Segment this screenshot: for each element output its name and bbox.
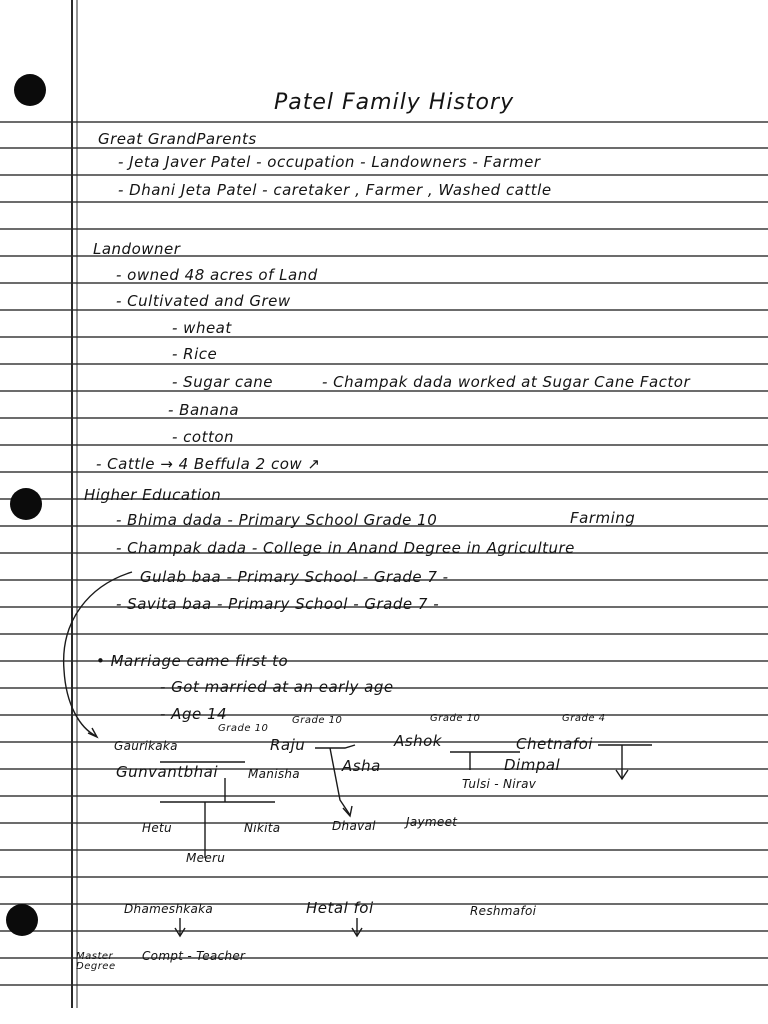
tree-child: Meeru — [186, 851, 226, 865]
tree-person: Reshmafoi — [470, 904, 537, 918]
heading-great-grandparents: Great GrandParents — [98, 130, 257, 148]
list-item: - Cultivated and Grew — [116, 292, 291, 310]
tree-person: Hetal foi — [306, 899, 374, 917]
tree-child: Hetu — [142, 821, 172, 835]
heading-marriage: • Marriage came first to — [96, 652, 289, 670]
list-item: - Jeta Javer Patel - occupation - Landowners - Farmer — [118, 153, 541, 171]
grade-label: Grade 10 — [292, 715, 343, 726]
tree-child: Jaymeet — [406, 815, 458, 829]
heading-landowner: Landowner — [93, 240, 181, 258]
grade-label: Grade 10 — [430, 713, 481, 724]
tree-person: Ashok — [394, 732, 442, 750]
binder-hole-top — [14, 74, 46, 106]
crop-item: - Sugar cane — [172, 373, 274, 391]
list-item: - Bhima dada - Primary School Grade 10 — [116, 511, 438, 529]
list-item: - Champak dada - College in Anand Degree in Agriculture — [116, 539, 575, 557]
tree-person: Dhameshkaka — [124, 902, 214, 916]
tree-spouse: Asha — [342, 757, 381, 775]
farming-note: Farming — [570, 509, 636, 527]
cattle-item: - Cattle → 4 Beffula 2 cow ↗ — [96, 455, 321, 473]
tree-spouse: Gunvantbhai — [116, 763, 218, 781]
sugar-cane-note: - Champak dada worked at Sugar Cane Factor — [322, 373, 691, 391]
grade-label: Grade 10 — [218, 723, 269, 734]
tree-spouse: Dimpal — [504, 756, 561, 774]
tree-person: Raju — [270, 736, 306, 754]
crop-item: - Banana — [168, 401, 240, 419]
heading-higher-education: Higher Education — [84, 486, 222, 504]
crop-item: - Rice — [172, 345, 218, 363]
torn-edge — [0, 1008, 768, 1024]
list-item: Gulab baa - Primary School - Grade 7 - — [140, 568, 449, 586]
page-title: Patel Family History — [274, 90, 515, 115]
tree-spouse: Manisha — [248, 767, 300, 781]
tree-person: Gaurikaka — [114, 739, 178, 753]
crop-item: - cotton — [172, 428, 235, 446]
binder-hole-bottom — [6, 904, 38, 936]
binder-hole-middle — [10, 488, 42, 520]
list-item: - Age 14 — [160, 705, 228, 723]
tree-spouse: Tulsi - Nirav — [462, 777, 537, 791]
degree-note: Master Degree — [76, 951, 116, 972]
tree-person: Chetnafoi — [516, 735, 593, 753]
tree-child: Dhaval — [332, 819, 376, 833]
list-item: - Savita baa - Primary School - Grade 7 - — [116, 595, 440, 613]
grade-label: Grade 4 — [562, 713, 606, 724]
list-item: - owned 48 acres of Land — [116, 266, 318, 284]
list-item: - Got married at an early age — [160, 678, 394, 696]
tree-child: Nikita — [244, 821, 281, 835]
occupation-note: Compt - Teacher — [142, 949, 246, 963]
crop-item: - wheat — [172, 319, 232, 337]
list-item: - Dhani Jeta Patel - caretaker , Farmer , Washed cattle — [118, 181, 552, 199]
